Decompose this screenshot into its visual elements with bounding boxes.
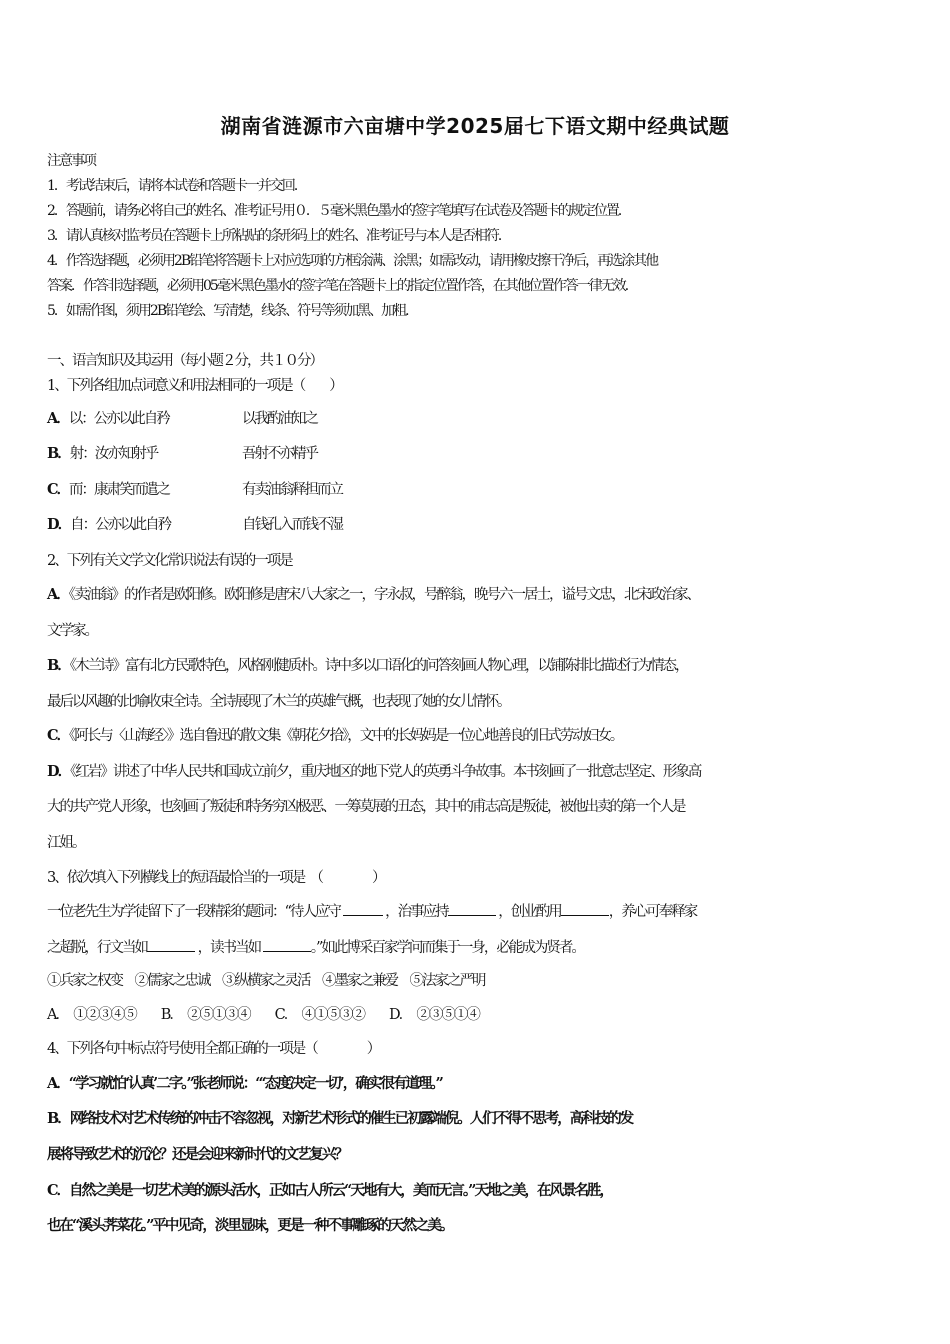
- option-letter: B．: [47, 445, 70, 462]
- question-3-stem: 3、依次填入下列横线上的短语最恰当的一项是 （ ）: [47, 870, 385, 886]
- option-text: 江姐。: [47, 835, 85, 851]
- q2-line: [47, 797, 907, 817]
- q3-answers: A． ①②③④⑤ B． ②⑤①③④ C． ④①⑤③② D． ②③⑤①④: [47, 1007, 479, 1023]
- notice-item: 答案．作答非选择题，必须用05毫米黑色墨水的签字笔在答题卡上的指定位置作答，在其他位置作答一律无效．: [47, 278, 637, 294]
- fill-blank: [448, 901, 496, 916]
- passage-text: ，养心可奉释家: [608, 904, 697, 920]
- fill-blank: [147, 937, 195, 952]
- option-text: 而：康肃笑而遣之: [69, 482, 170, 498]
- q4-line: [47, 1216, 907, 1236]
- q2-line: [47, 726, 907, 746]
- q1-option-b: [47, 444, 907, 464]
- option-text: 网络技术对艺术传统的冲击不容忽视，对新艺术形式的催生已初露端倪。人们不得不思考，高科技的发: [69, 1110, 633, 1127]
- passage-text: 。”如此博采百家学问而集于一身，必能成为贤者。: [310, 940, 584, 956]
- option-letter: C．: [47, 727, 70, 744]
- question-4-stem: 4、下列各句中标点符号使用全都正确的一项是（ ）: [47, 1041, 380, 1057]
- q4-line: [47, 1181, 907, 1201]
- question-1-stem: 1、下列各组加点词意义和用法相同的一项是（ ）: [47, 378, 342, 394]
- option-letter: C．: [47, 481, 70, 498]
- option-letter: A．: [47, 1075, 69, 1092]
- option-letter: B．: [47, 1110, 70, 1127]
- q3-choices: ①兵家之权变 ②儒家之忠诚 ③纵横家之灵活 ④墨家之兼爱 ⑤法家之严明: [47, 973, 485, 989]
- page-title: 湖南省涟源市六亩塘中学2025届七下语文期中经典试题: [220, 114, 730, 138]
- option-letter: D．: [47, 763, 71, 780]
- q4-line: [47, 1145, 907, 1165]
- notice-item: 2．答题前，请务必将自己的姓名、准考证号用０．５毫米黑色墨水的签字笔填写在试卷及答题卡的规定位置．: [47, 203, 630, 219]
- option-text: 射：汝亦知射乎: [69, 446, 158, 462]
- option-text: 《阿长与〈山海经〉》选自鲁迅的散文集《朝花夕拾》，文中的长妈妈是一位心地善良的旧式劳动妇女。: [69, 728, 623, 744]
- passage-text: ，创业酌用: [498, 904, 561, 920]
- option-letter: C．: [47, 1182, 70, 1199]
- option-letter: A．: [47, 410, 69, 427]
- q1-option-d: [47, 515, 907, 535]
- option-text: 大的共产党人形象，也刻画了叛徒和特务穷凶极恶、一筹莫展的丑态，其中的甫志高是叛徒，被他出卖的第一个人是: [47, 799, 685, 815]
- option-text: 展将导致艺术的沉沦？还是会迎来新时代的文艺复兴？: [47, 1146, 347, 1163]
- question-2-stem: 2、下列有关文学文化常识说法有误的一项是: [47, 553, 292, 569]
- q3-passage-line: [47, 937, 907, 958]
- passage-text: ，治事应持: [385, 904, 448, 920]
- q2-line: [47, 692, 907, 712]
- q2-line: [47, 585, 907, 605]
- q2-line: [47, 656, 907, 676]
- q2-line: [47, 621, 907, 641]
- option-text-2: 自钱孔入而钱不湿: [242, 517, 342, 533]
- option-text: 《卖油翁》的作者是欧阳修。欧阳修是唐宋八大家之一，字永叔，号醉翁，晚号六一居士，谥号文忠，北宋政治家、: [68, 587, 700, 603]
- option-letter: A．: [47, 586, 69, 603]
- option-text-2: 有卖油翁释担而立: [242, 482, 342, 498]
- option-text: 《木兰诗》富有北方民歌特色，风格刚健质朴。诗中多以口语化的问答刻画人物心理，以铺陈排比描述行为情态，: [69, 658, 688, 674]
- option-text-2: 吾射不亦精乎: [242, 446, 317, 462]
- q1-option-a: [47, 409, 907, 429]
- q2-line: [47, 833, 907, 853]
- option-letter: D．: [47, 516, 71, 533]
- q4-line: [47, 1074, 907, 1094]
- passage-text: 之超脱，行文当如: [47, 940, 147, 956]
- option-text: 以：公亦以此自矜: [68, 411, 169, 427]
- option-text: “学习就怕‘认真’二字。”张老师说：“‘态度决定一切’，确实很有道理。”: [68, 1075, 442, 1092]
- option-text: 也在“溪头荠菜花。”平中见奇，淡里显味，更是一种不事雕琢的天然之美。: [47, 1217, 453, 1234]
- option-text: 自然之美是一切艺术美的源头活水，正如古人所云“天地有大，美而无言。”天地之美，在风景名胜，: [69, 1182, 612, 1199]
- q1-option-c: [47, 480, 907, 500]
- option-text: 自：公亦以此自矜: [70, 517, 171, 533]
- notice-item: 5．如需作图，须用2B铅笔绘、写清楚，线条、符号等须加黑、加粗．: [47, 303, 418, 319]
- option-text: 最后以风趣的比喻收束全诗。全诗展现了木兰的英雄气概，也表现了她的女儿情怀。: [47, 694, 510, 710]
- section-heading: 一、语言知识及其运用（每小题２分，共１０分）: [47, 353, 322, 369]
- q3-passage-line: [47, 901, 907, 922]
- passage-text: ，读书当如: [197, 940, 261, 956]
- option-text: 《红岩》讲述了中华人民共和国成立前夕，重庆地区的地下党人的英勇斗争故事。本书刻画了一批意志坚定、形象高: [70, 764, 701, 780]
- notice-heading: 注意事项: [47, 153, 95, 169]
- fill-blank: [561, 901, 609, 916]
- q2-line: [47, 762, 907, 782]
- notice-item: 3．请认真核对监考员在答题卡上所粘贴的条形码上的姓名、准考证号与本人是否相符．: [47, 228, 510, 244]
- passage-text: 一位老先生为学徒留下了一段精彩的题词：“待人应守: [47, 904, 340, 920]
- notice-item: 4．作答选择题，必须用2B铅笔将答题卡上对应选项的方框涂满、涂黑；如需改动，请用橡皮擦干净后，再选涂其他: [47, 253, 658, 269]
- notice-item: 1．考试结束后，请将本试卷和答题卡一并交回．: [47, 178, 306, 194]
- q4-line: [47, 1109, 907, 1129]
- option-letter: B．: [47, 657, 70, 674]
- option-text-2: 以我酌油知之: [242, 411, 317, 427]
- fill-blank: [263, 937, 311, 952]
- fill-blank: [343, 901, 383, 916]
- option-text: 文学家。: [47, 623, 97, 639]
